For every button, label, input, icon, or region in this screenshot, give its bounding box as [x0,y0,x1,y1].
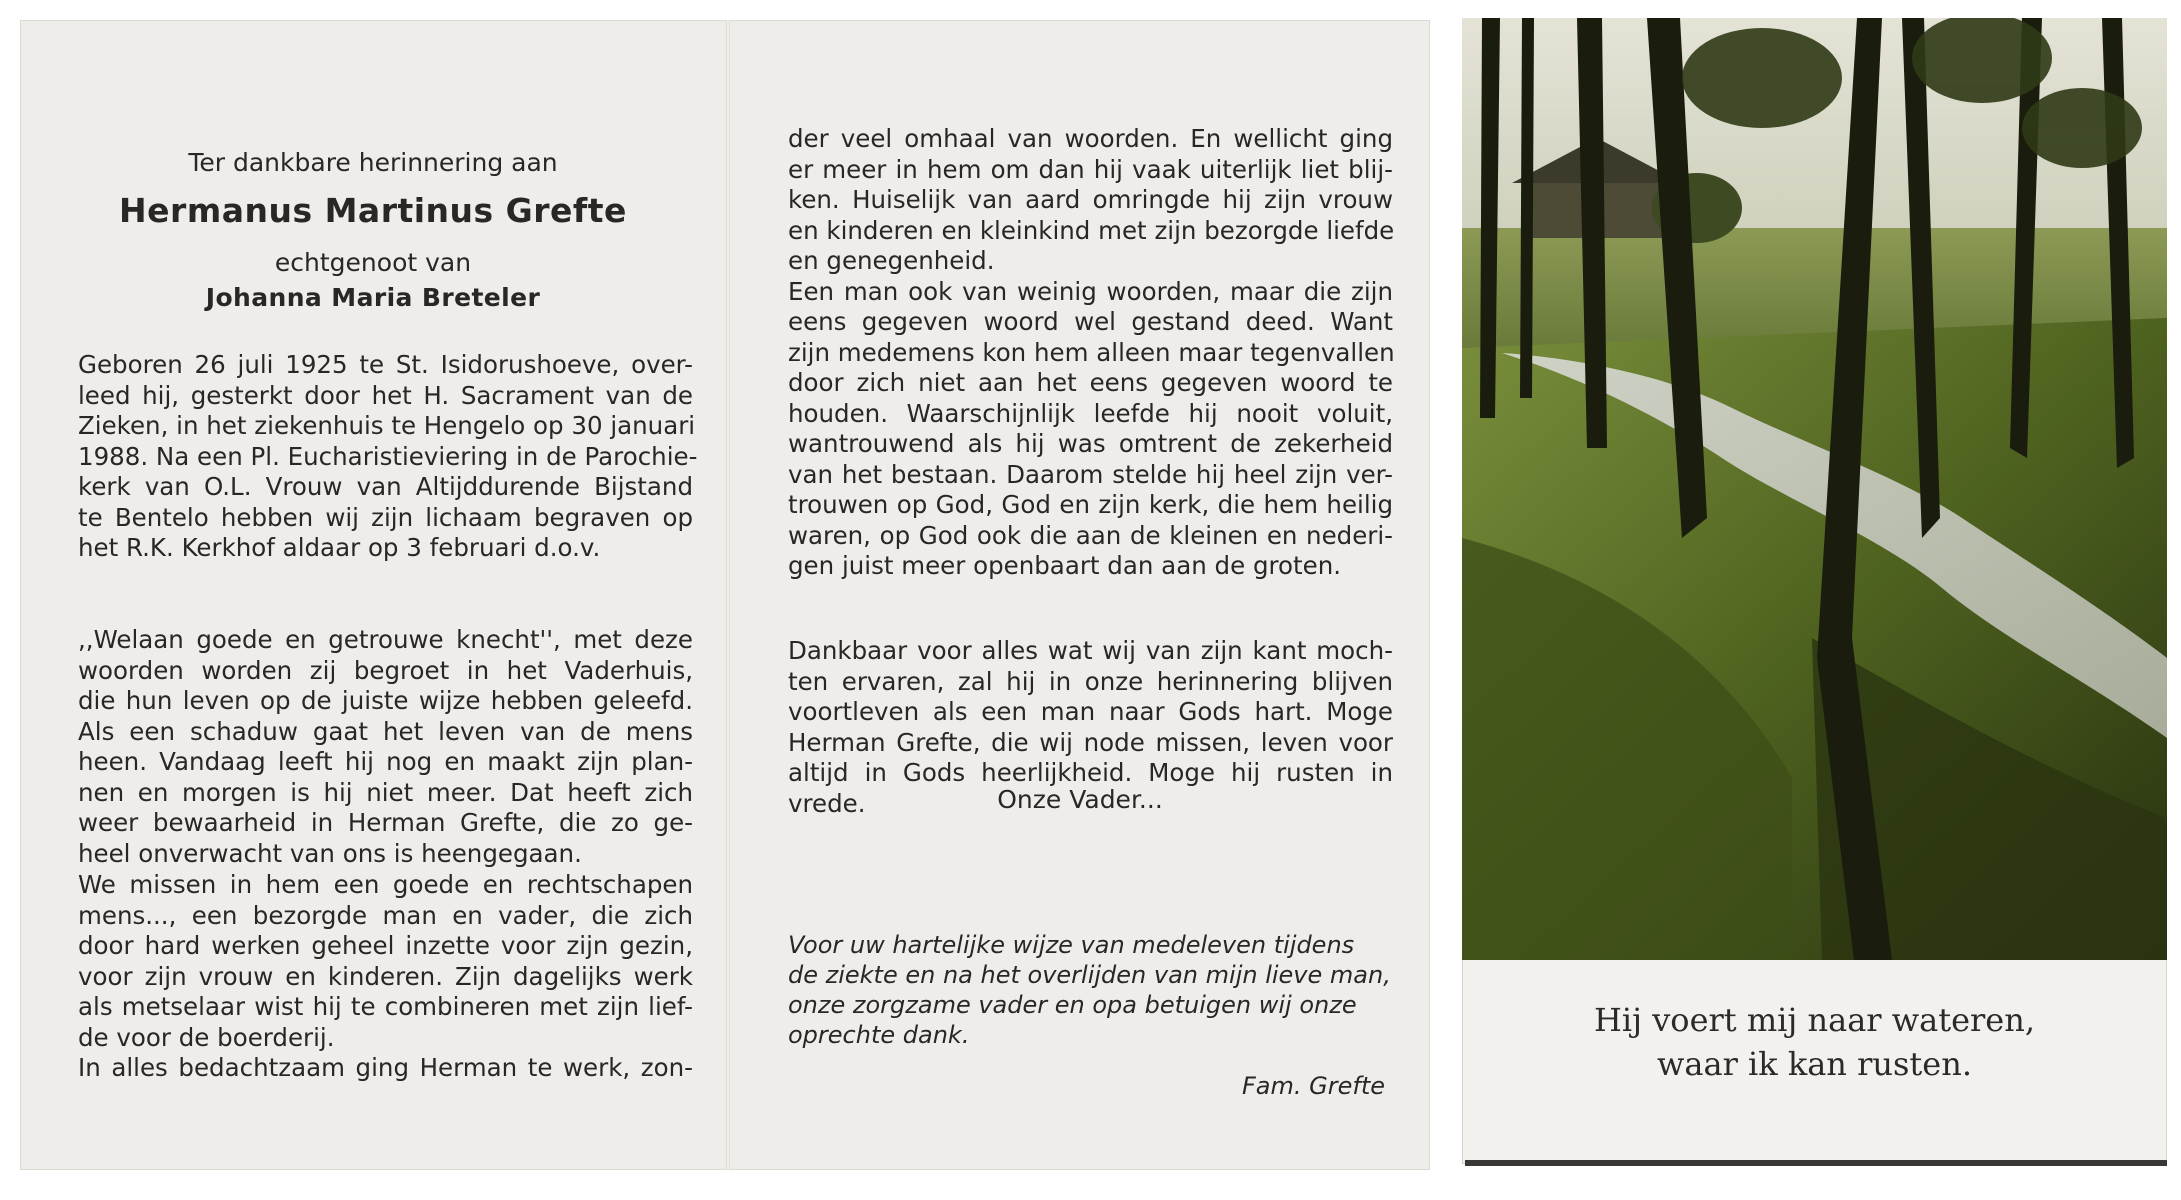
middle-panel [730,20,1430,1170]
text-line: leed hij, gesterkt door het H. Sacrament van de [78,380,693,410]
text-line: wantrouwend als hij was omtrent de zekerheid [788,429,1393,458]
text-line: van het bestaan. Daarom stelde hij heel zijn ver- [788,459,1393,489]
text-line: Dankbaar voor alles wat wij van zijn kant moch- [788,636,1393,665]
text-line: weer bewaarheid in Herman Grefte, die zo ge- [78,808,693,837]
text-line: woorden worden zij begroet in het Vaderhuis, [78,655,693,685]
text-line: de voor de boerderij. [78,1022,335,1052]
text-line: en genegenheid. [788,246,995,275]
text-line: gen juist meer openbaart dan aan de groten. [788,551,1342,580]
text-line: trouwen op God, God en zijn kerk, die hem heilig [788,490,1393,519]
prayer-line: Onze Vader... [997,785,1163,814]
text-line: Zieken, in het ziekenhuis te Hengelo op 30 januari [78,411,696,440]
text-line: kerk van O.L. Vrouw van Altijddurende Bijstand [78,472,693,501]
text-line: waren, op God ook die aan de kleinen en nederi- [788,520,1393,550]
text-line: Een man ook van weinig woorden, maar die zijn [788,276,1393,306]
text-line: mens..., een bezorgde man en vader, die zich [78,900,693,930]
tribute-paragraph [78,870,693,1084]
character-paragraph [788,124,1393,582]
text-line: Als een schaduw gaat het leven van de mens [78,716,693,746]
text-line: der veel omhaal van woorden. En wellicht ging [788,124,1393,153]
text-line: door hard werken geheel inzette voor zijn gezin, [78,931,693,960]
deceased-name: Hermanus Martinus Grefte [119,191,627,230]
text-line: door zich niet aan het eens gegeven woord te [788,368,1393,397]
text-line: altijd in Gods heerlijkheid. Moge hij rusten in [788,758,1393,787]
text-line: ,,Welaan goede en getrouwe knecht'', met deze [78,625,693,654]
photo-card [1462,18,2167,1164]
text-line: voor zijn vrouw en kinderen. Zijn dagelijks werk [78,961,693,991]
landscape-photo [1462,18,2167,960]
biography-paragraph [78,350,698,564]
text-line: die hun leven op de juiste wijze hebben geleefd. [78,686,693,715]
caption-line: Hij voert mij naar wateren, [1593,1001,2036,1039]
text-line: ten ervaren, zal hij in onze herinnering blijven [788,666,1393,696]
text-line: en kinderen en kleinkind met zijn bezorgde liefde [788,215,1395,245]
spouse-name: Johanna Maria Breteler [205,283,541,312]
text-line: nen en morgen is hij niet meer. Dat heeft zich [78,777,693,807]
left-panel [20,20,726,1170]
text-line: voortleven als een man naar Gods hart. Moge [788,697,1393,726]
text-line: 1988. Na een Pl. Eucharistieviering in de Parochie- [78,441,698,471]
text-line: vrede. [788,788,866,818]
intro-text: Ter dankbare herinnering aan [188,148,558,177]
text-line: Voor uw hartelijke wijze van medeleven tijdens [788,931,1355,959]
text-line: onze zorgzame vader en opa betuigen wij onze [788,991,1357,1019]
text-line: heen. Vandaag leeft hij nog en maakt zijn plan- [78,747,693,776]
text-line: oprechte dank. [788,1021,970,1049]
text-line: er meer in hem om dan hij vaak uiterlijk liet blij- [788,154,1393,184]
text-line: zijn medemens kon hem alleen maar tegenvallen [788,337,1395,367]
text-line: als metselaar wist hij te combineren met zijn lief- [78,992,693,1021]
memorial-card-inner [20,20,1430,1170]
caption-line: waar ik kan rusten. [1657,1045,1972,1083]
text-line: eens gegeven woord wel gestand deed. Want [788,307,1393,336]
text-line: heel onverwacht van ons is heengegaan. [78,838,582,868]
quote-paragraph [78,625,693,869]
text-line: het R.K. Kerkhof aldaar op 3 februari d.o.v. [78,533,601,562]
text-line: ken. Huiselijk van aard omringde hij zijn vrouw [788,185,1393,214]
text-line: In alles bedachtzaam ging Herman te werk, zon- [78,1053,693,1082]
card-bottom-edge [1465,1160,2167,1166]
family-signature: Fam. Grefte [1241,1072,1385,1100]
text-line: houden. Waarschijnlijk leefde hij nooit voluit, [788,398,1393,428]
text-line: Herman Grefte, die wij node missen, leven voor [788,727,1393,757]
spouse-label: echtgenoot van [274,248,472,277]
text-line: Geboren 26 juli 1925 te St. Isidorushoeve, over- [78,350,693,379]
text-line: te Bentelo hebben wij zijn lichaam begraven op [78,502,693,532]
text-line: We missen in hem een goede en rechtschapen [78,870,693,899]
thanks-paragraph [788,930,1393,1050]
heading-block [20,148,726,312]
photo-caption [1462,998,2167,1086]
text-line: de ziekte en na het overlijden van mijn lieve man, [788,961,1391,989]
